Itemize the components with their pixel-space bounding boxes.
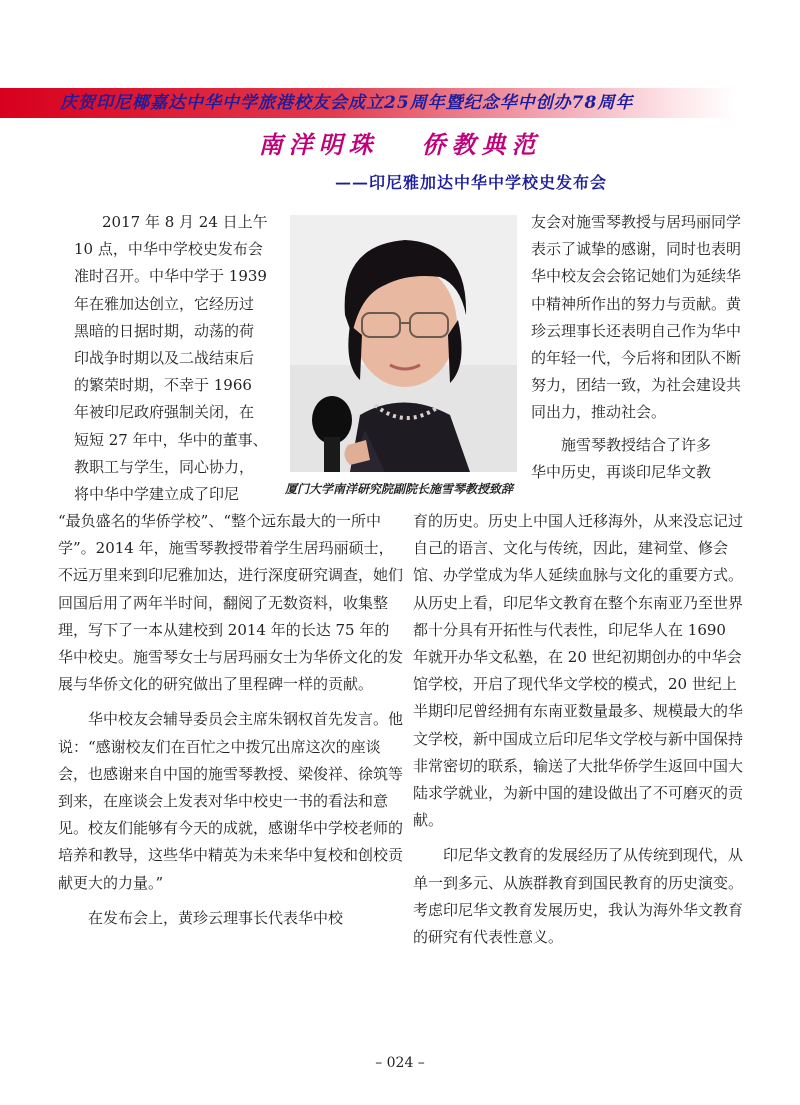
text-line: 准时召开。中华中学于 1939 <box>74 267 267 286</box>
article-subtitle: ——印尼雅加达中华中学校史发布会 <box>335 173 608 192</box>
title-part-1: 南洋明珠 <box>258 130 379 159</box>
text-line: 年在雅加达创立，它经历过 <box>74 294 255 313</box>
paragraph: 友会对施雪琴教授与居玛丽同学表示了诚挚的感谢，同时也表明华中校友会会铭记她们为延续华中精神所作出的努力与贡献。黄珍云理事长还表明自己作为华中的年轻一代，今后将和团队不断努力，团结一致，为社会建设共同出力，推动社会。 <box>531 213 742 422</box>
text-line: 10 点，中华中学校史发布会 <box>74 240 263 259</box>
text-line: 黑暗的日据时期，动荡的荷 <box>74 321 255 340</box>
paragraph: “最负盛名的华侨学校”、“整个远东最大的一所中学”。2014 年，施雪琴教授带着学生居玛丽硕士，不远万里来到印尼雅加达，进行深度研究调查，她们回国后用了两年半时间，翻阅了无数资料，收集整理，写下了一本从建校到 2014 年的长达 75 年的华中校史。施雪琴女士与居玛丽女士为华侨文化的发展与华侨文化的研究做出了里程碑一样的贡献。 <box>58 512 404 694</box>
photo-caption: 厦门大学南洋研究院副院长施雪琴教授致辞 <box>285 482 514 496</box>
text-line: 华中历史，再谈印尼华文教 <box>531 462 712 481</box>
text-line: 年被印尼政府强制关闭，在 <box>74 403 255 422</box>
banner-title: 庆贺印尼椰嘉达中华中学旅港校友会成立25周年暨纪念华中创办78周年 <box>60 93 634 113</box>
page-number: – 024 – <box>375 1055 425 1071</box>
paragraph-start: 施雪琴教授结合了许多 <box>561 435 712 454</box>
speaker-illustration <box>290 215 517 472</box>
paragraph: 华中校友会辅导委员会主席朱钢权首先发言。他说：“感谢校友们在百忙之中拨冗出席这次的座谈会，也感谢来自中国的施雪琴教授、梁俊祥、徐筑等到来，在座谈会上发表对华中校史一书的看法和意见。校友们能够有今天的成就，感谢华中学校老师的培养和教导，这些华中精英为未来华中复校和创校贡献更大的力量。” <box>58 710 404 892</box>
text-line: 2017 年 8 月 24 日上午 <box>102 213 268 231</box>
right-column-top <box>531 209 741 486</box>
speaker-photo <box>290 215 517 472</box>
title-part-2: 侨教典范 <box>421 130 542 159</box>
left-column-top <box>74 209 279 508</box>
text-line: 的繁荣时期，不幸于 1966 <box>74 376 252 395</box>
text-line: 教职工与学生，同心协力， <box>74 457 255 476</box>
left-column-bottom <box>58 508 403 932</box>
paragraph: 印尼华文教育的发展经历了从传统到现代，从单一到多元、从族群教育到国民教育的历史演变。考虑印尼华文教育发展历史，我认为海外华文教育的研究有代表性意义。 <box>413 846 744 947</box>
paragraph: 育的历史。历史上中国人迁移海外，从来没忘记过自己的语言、文化与传统，因此，建祠堂、修会馆、办学堂成为华人延续血脉与文化的重要方式。从历史上看，印尼华文教育在整个东南亚乃至世界都十分具有开拓性与代表性，印尼华人在 1690 年就开办华文私塾，在 20 世纪初期创办的中华会馆学校，开启了现代华文学校的模式，20 世纪上半期印尼曾经拥有东南亚数量最多、规模最大的华文学校，新中国成立后印尼华文学校与新中国保持非常密切的联系，输送了大批华侨学生返回中国大陆求学就业，为新中国的建设做出了不可磨灭的贡献。 <box>413 512 744 830</box>
text-line: 短短 27 年中，华中的董事、 <box>74 430 268 449</box>
text-line: 印战争时期以及二战结束后 <box>74 349 255 368</box>
text-line: 将中华中学建立成了印尼 <box>74 485 240 504</box>
article-title <box>0 128 800 162</box>
right-column-bottom <box>413 508 743 951</box>
paragraph: 在发布会上，黄珍云理事长代表华中校 <box>88 908 344 927</box>
